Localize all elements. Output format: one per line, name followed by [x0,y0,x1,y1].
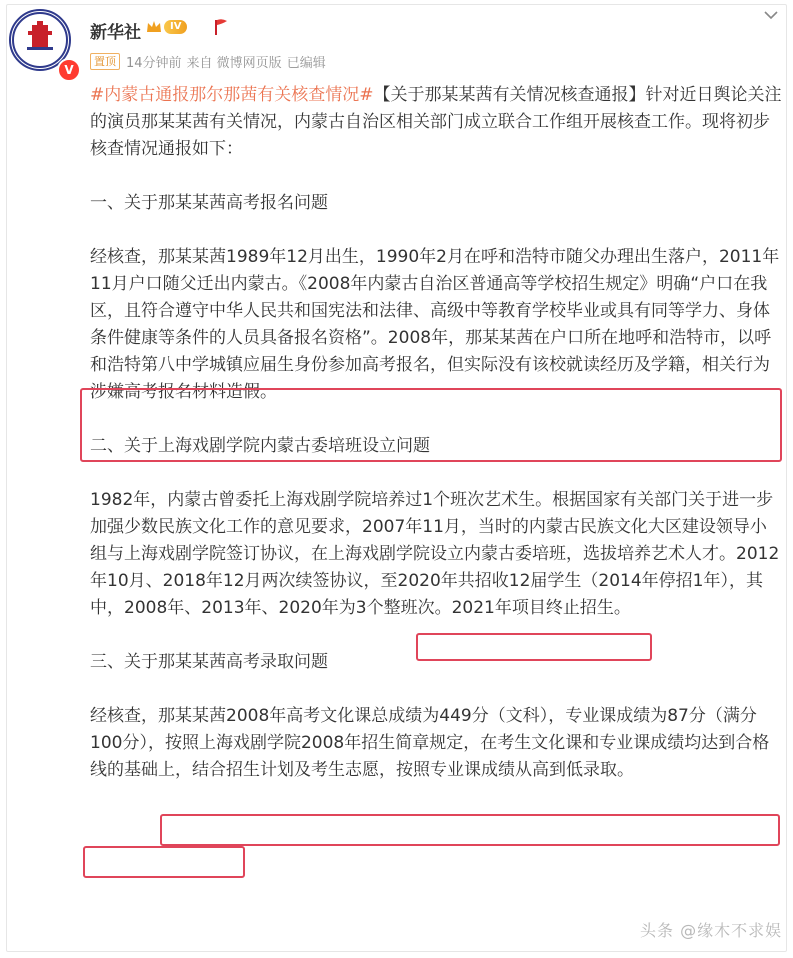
topic-tag-link[interactable]: #内蒙古通报那尔那茜有关核查情况# [90,85,374,105]
post-source: 来自 微博网页版 [186,56,282,71]
flag-icon[interactable] [213,18,229,36]
section1-paragraph: 经核查，那某某茜1989年12月出生，1990年2月在呼和浩特市随父办理出生落户，2011年11月户口随父迁出内蒙古。《2008年内蒙古自治区普通高等学校招生规定》明确“户口在我区，且符合遵守中华人民共和国宪法和法律、高级中等教育学校毕业或具有同等学力、身体条件健康等条件的人员具备报名资格”。2008年，那某某茜在户口所在地呼和浩特市，以呼和浩特第八中学城镇应届生身份参加高考报名，但实际没有该校就读经历及学籍，相关行为涉嫌高考报名材料造假。 [90,247,780,402]
level-label: IV [164,20,187,34]
post-content [90,82,782,784]
intro-paragraph [90,82,782,163]
edited-label[interactable]: 已编辑 [286,56,326,71]
author-name[interactable]: 新华社 [90,23,141,43]
section2-heading: 二、关于上海戏剧学院内蒙古委培班设立问题 [90,436,430,456]
watermark: 头条 @缘木不求娱 [640,921,783,940]
section2-paragraph: 1982年，内蒙古曾委托上海戏剧学院培养过1个班次艺术生。根据国家有关部门关于进一步加强少数民族文化工作的意见要求，2007年11月，当时的内蒙古民族文化大区建设领导小组与上海戏剧学院签订协议，在上海戏剧学院设立内蒙古委培班，选拔培养艺术人才。2012年10月、2018年12月两次续签协议，至2020年共招收12届学生（2014年停招1年），其中，2008年、2013年、2020年为3个整班次。2021年项目终止招生。 [90,490,780,618]
top-badge: 置顶 [90,53,120,70]
verified-badge: V [57,58,81,82]
crown-icon [146,20,162,34]
post-meta [90,52,326,71]
section3-paragraph: 经核查，那某某茜2008年高考文化课总成绩为449分（文科），专业课成绩为87分（满分100分），按照上海戏剧学院2008年招生简章规定，在考生文化课和专业课成绩均达到合格线的基础上，结合招生计划及考生志愿，按照专业课成绩从高到低录取。 [90,706,770,780]
chevron-down-icon[interactable] [764,10,778,20]
level-badge[interactable] [146,20,187,34]
section3-heading: 三、关于那某某茜高考录取问题 [90,652,328,672]
intro-text: 【关于那某某茜有关情况核查通报】针对近日舆论关注的演员那某某茜有关情况，内蒙古自治区相关部门成立联合工作组开展核查工作。现将初步核查情况通报如下： [90,85,782,159]
post-time[interactable]: 14分钟前 [126,56,182,71]
section1-heading: 一、关于那某某茜高考报名问题 [90,193,328,213]
